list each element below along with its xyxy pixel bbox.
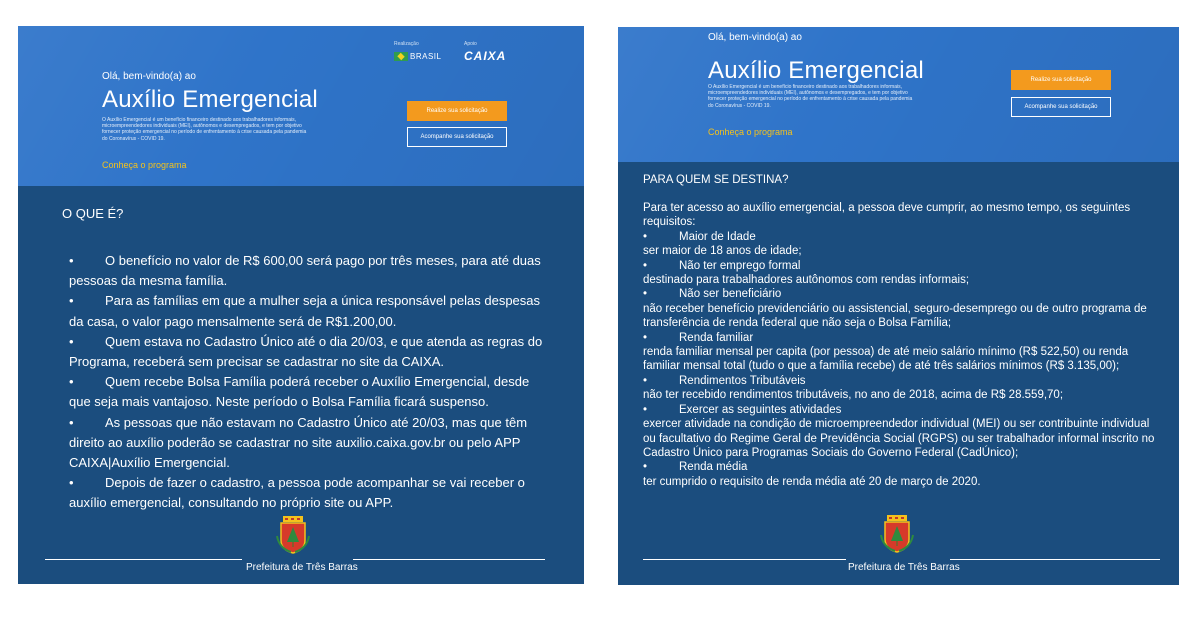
track-request-button[interactable]: Acompanhe sua solicitação bbox=[1011, 97, 1111, 117]
requirement-text: ter cumprido o requisito de renda média até 20 de março de 2020. bbox=[643, 475, 981, 488]
caixa-logo: CAIXA bbox=[464, 49, 507, 63]
municipal-crest-icon bbox=[276, 516, 310, 554]
requirement-text: não ter recebido rendimentos tributáveis, no ano de 2018, acima de R$ 28.559,70; bbox=[643, 389, 1064, 402]
bullet: • bbox=[69, 293, 74, 309]
requirement-text: ser maior de 18 anos de idade; bbox=[643, 245, 802, 258]
apoio-label: Apoio bbox=[464, 41, 477, 47]
left-flyer-panel bbox=[18, 26, 584, 584]
list-item-text: O benefício no valor de R$ 600,00 será pago por três meses, para até duas pessoas da mesma família. bbox=[69, 253, 541, 289]
bullet: • bbox=[69, 333, 74, 349]
list-item bbox=[69, 291, 549, 331]
know-program-link[interactable]: Conheça o programa bbox=[102, 160, 187, 170]
right-flyer-panel bbox=[618, 27, 1179, 585]
section-title-who-for: PARA QUEM SE DESTINA? bbox=[643, 174, 789, 186]
bullet: • bbox=[69, 475, 74, 491]
list-item bbox=[69, 473, 549, 513]
footer-prefeitura: Prefeitura de Três Barras bbox=[246, 562, 358, 573]
requirement-item bbox=[643, 331, 1163, 374]
requirement-text: exercer atividade na condição de microempreendedor individual (MEI) ou ser contribuinte individual ou facultativo do Regime Geral de Previdência Social (RGPS) ou ser trabalhador informal inscrito no Cadastro Único para Programas Sociais do Governo Federal (CadÚnico); bbox=[643, 418, 1155, 459]
brazil-flag-icon bbox=[394, 52, 408, 61]
program-title: Auxílio Emergencial bbox=[708, 57, 924, 84]
requirement-title: Renda familiar bbox=[679, 331, 754, 344]
footer-divider-left bbox=[45, 559, 242, 560]
footer-divider-right bbox=[950, 559, 1160, 560]
list-item-text: As pessoas que não estavam no Cadastro Único até 20/03, mas que têm direito ao auxílio poderão se cadastrar no site auxilio.caixa.gov.br ou pelo APP CAIXA|Auxílio Emergencial. bbox=[69, 414, 528, 471]
requirement-title: Maior de Idade bbox=[679, 230, 756, 243]
requirement-text: renda familiar mensal per capita (por pessoa) de até meio salário mínimo (R$ 522,50) ou renda familiar mensal total (tudo o que a família recebe) de até três salários mínimos (R$ 3.135,00); bbox=[643, 346, 1129, 373]
bullet: • bbox=[643, 288, 648, 301]
bullet: • bbox=[643, 461, 648, 474]
welcome-text: Olá, bem-vindo(a) ao bbox=[102, 71, 196, 82]
bullet: • bbox=[643, 230, 648, 243]
requirement-item bbox=[643, 230, 1163, 259]
bullet: • bbox=[643, 331, 648, 344]
intro-text: Para ter acesso ao auxílio emergencial, a pessoa deve cumprir, ao mesmo tempo, os seguintes requisitos: bbox=[643, 202, 1131, 229]
requirement-title: Renda média bbox=[679, 461, 748, 474]
request-button[interactable]: Realize sua solicitação bbox=[407, 101, 507, 121]
requirement-title: Exercer as seguintes atividades bbox=[679, 403, 842, 416]
requirement-item bbox=[643, 460, 1163, 489]
requirement-item bbox=[643, 287, 1163, 330]
welcome-text: Olá, bem-vindo(a) ao bbox=[708, 32, 802, 43]
requirement-title: Não ser beneficiário bbox=[679, 288, 782, 301]
municipal-crest-icon bbox=[880, 515, 914, 553]
bullet: • bbox=[69, 414, 74, 430]
hero-banner bbox=[618, 27, 1179, 162]
program-title: Auxílio Emergencial bbox=[102, 86, 318, 113]
footer-divider-right bbox=[353, 559, 545, 560]
list-item-text: Quem estava no Cadastro Único até o dia 20/03, e que atenda as regras do Programa, receberá sem precisar se cadastrar no site da CAIXA. bbox=[69, 333, 543, 370]
list-item bbox=[69, 413, 549, 474]
request-button[interactable]: Realize sua solicitação bbox=[1011, 70, 1111, 90]
list-item-text: Depois de fazer o cadastro, a pessoa pode acompanhar se vai receber o auxílio emergencial, consultando no próprio site ou APP. bbox=[69, 475, 525, 511]
list-item bbox=[69, 372, 549, 412]
list-item bbox=[69, 251, 549, 291]
brasil-logo-text: BRASIL bbox=[410, 52, 442, 61]
requirement-item bbox=[643, 403, 1163, 461]
requirement-item bbox=[643, 374, 1163, 403]
hero-banner bbox=[18, 26, 584, 186]
program-description: O Auxílio Emergencial é um benefício financeiro destinado aos trabalhadores informais, microempreendedores individuais (MEI), autônomos e desempregados, e tem por objetivo fornecer proteção emergencial no período de enfrentamento à crise causada pela pandemia do Coronavírus - COVID 19. bbox=[708, 84, 913, 109]
requirement-text: não receber benefício previdenciário ou assistencial, seguro-desemprego ou de outro programa de transferência de renda federal que não seja o Bolsa Família; bbox=[643, 302, 1147, 330]
track-request-button[interactable]: Acompanhe sua solicitação bbox=[407, 127, 507, 147]
bullet: • bbox=[69, 253, 74, 268]
requirement-title: Rendimentos Tributáveis bbox=[679, 374, 806, 387]
list-item-text: Quem recebe Bolsa Família poderá receber o Auxílio Emergencial, desde que seja mais vantajoso. Neste período o Bolsa Família ficará suspenso. bbox=[69, 374, 530, 410]
list-item-text: Para as famílias em que a mulher seja a única responsável pelas despesas da casa, o valor pago mensalmente será de R$1.200,00. bbox=[69, 293, 541, 329]
list-item bbox=[69, 332, 549, 372]
bullet: • bbox=[643, 374, 648, 387]
bullet: • bbox=[69, 374, 74, 390]
requirement-text: destinado para trabalhadores autônomos com rendas informais; bbox=[643, 274, 970, 287]
requirements-list bbox=[643, 201, 1163, 489]
footer-divider-left bbox=[643, 559, 846, 560]
bullet: • bbox=[643, 403, 648, 416]
requirement-item bbox=[643, 259, 1163, 288]
know-program-link[interactable]: Conheça o programa bbox=[708, 127, 793, 137]
brasil-logo bbox=[394, 52, 441, 61]
realizacao-label: Realização bbox=[394, 41, 419, 47]
program-description: O Auxílio Emergencial é um benefício financeiro destinado aos trabalhadores informais, microempreendedores individuais (MEI), autônomos e desempregados, e tem por objetivo fornecer proteção emergencial no período de enfrentamento à crise causada pela pandemia do Coronavírus - COVID 19. bbox=[102, 117, 307, 142]
section-title-what-is: O QUE É? bbox=[62, 206, 124, 221]
what-is-list bbox=[69, 251, 549, 514]
requirement-title: Não ter emprego formal bbox=[679, 259, 801, 272]
bullet: • bbox=[643, 259, 648, 272]
footer-prefeitura: Prefeitura de Três Barras bbox=[848, 562, 960, 573]
